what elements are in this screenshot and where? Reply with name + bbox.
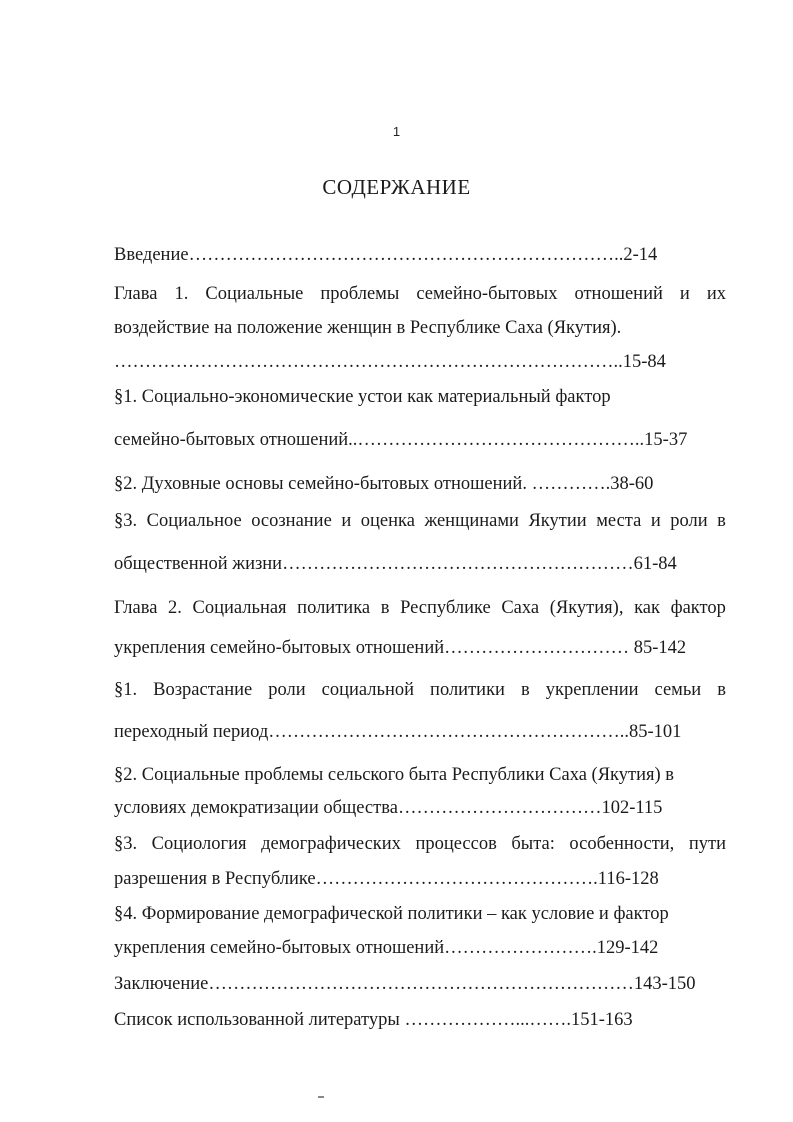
leader-dots: …………………………… (397, 798, 602, 818)
toc-title: СОДЕРЖАНИЕ (322, 175, 471, 199)
word: Глава (114, 284, 158, 304)
page-range: 38-60 (610, 474, 654, 494)
word: процессов (415, 834, 497, 854)
word: и (341, 511, 352, 531)
toc-ch2-section-3-line-1 (114, 832, 726, 856)
word: демографических (261, 834, 401, 854)
toc-chapter-2-heading (114, 596, 726, 620)
leader-dots: ..……………………………………….. (348, 430, 645, 450)
toc-ch2-section-4-line-2 (114, 936, 658, 960)
toc-chapter-2-line-2 (114, 636, 686, 660)
page-range: 85-142 (629, 638, 687, 658)
page-range: 61-84 (633, 554, 677, 574)
leader-dots: ………………………………………………… (282, 554, 634, 574)
word: 1. (174, 284, 189, 304)
word: Якутии (528, 511, 587, 531)
toc-entry-label: укрепления семейно-бытовых отношений (114, 938, 445, 958)
toc-entry-label: условиях демократизации общества (114, 798, 398, 818)
toc-entry-label: §2. Духовные основы семейно-бытовых отношений. (114, 474, 527, 494)
word: в (717, 680, 726, 700)
page-range: 2-14 (623, 245, 658, 265)
page-range: 15-37 (644, 430, 688, 450)
page-range: 143-150 (633, 974, 696, 994)
word: в (520, 680, 530, 700)
word: их (706, 284, 726, 304)
toc-ch1-section-2 (114, 472, 653, 496)
toc-ch1-section-3-line-1 (114, 509, 726, 533)
word: семейно-бытовых (416, 284, 558, 304)
leader-dots: …………………………………………………………… (208, 974, 634, 994)
toc-entry-bibliography (114, 1008, 633, 1032)
toc-entry-conclusion (114, 972, 696, 996)
toc-entry-label: Заключение (114, 974, 209, 994)
toc-ch2-section-1-line-1 (114, 678, 726, 702)
page-range: 85-101 (629, 722, 682, 742)
toc-entry-label: общественной жизни (114, 554, 283, 574)
toc-entry-label: семейно-бытовых отношений (114, 430, 349, 450)
word: в (380, 598, 390, 618)
word: Глава (114, 598, 158, 618)
toc-ch1-section-1-line-1: §1. Социально-экономические устои как материальный фактор (114, 387, 611, 407)
word: Возрастание (153, 680, 253, 700)
page-range: 102-115 (601, 798, 663, 818)
word: политики (430, 680, 505, 700)
scan-artifact (318, 1096, 324, 1098)
toc-chapter-1-pages (114, 350, 666, 374)
toc-ch2-section-2-line-1: §2. Социальные проблемы сельского быта Республики Саха (Якутия) в (114, 765, 675, 785)
toc-ch2-section-4-line-1: §4. Формирование демографической политики – как условие и фактор (114, 904, 669, 924)
page-range: 116-128 (597, 869, 659, 889)
word: семьи (654, 680, 702, 700)
word: (Якутия), (549, 598, 624, 618)
word: особенности, (569, 834, 675, 854)
toc-chapter-1-line-2: воздействие на положение женщин в Республике Саха (Якутия). (114, 318, 622, 338)
leader-dots: ………………………………………. (315, 869, 598, 889)
word: женщинами (424, 511, 519, 531)
word: и (679, 284, 690, 304)
toc-ch2-section-1-line-2 (114, 720, 681, 744)
page-number: 1 (392, 124, 401, 139)
word: Социальная (192, 598, 287, 618)
toc-entry-label: переходный период (114, 722, 269, 742)
word: проблемы (320, 284, 400, 304)
toc-entry-intro (114, 243, 657, 267)
word: укреплении (545, 680, 639, 700)
word: Социальное (146, 511, 242, 531)
word: роли (670, 511, 708, 531)
word: 2. (168, 598, 182, 618)
word: §3. (114, 511, 138, 531)
word: Социология (151, 834, 247, 854)
word: политика (297, 598, 371, 618)
word: §3. (114, 834, 138, 854)
word: оценка (360, 511, 415, 531)
toc-entry-label: Список использованной литературы (114, 1010, 405, 1030)
word: быта: (511, 834, 555, 854)
word: роли (268, 680, 306, 700)
word: отношений (574, 284, 663, 304)
word: и (650, 511, 661, 531)
word: в (717, 511, 726, 531)
leader-dots: …………. (526, 474, 611, 494)
word: Саха (501, 598, 540, 618)
leader-dots: ………………………………………………….. (268, 722, 630, 742)
leader-dots: ………………...……. (404, 1010, 571, 1030)
page-range: 15-84 (622, 352, 666, 372)
word: Республике (400, 598, 491, 618)
word: фактор (670, 598, 726, 618)
page-range: 151-163 (570, 1010, 633, 1030)
toc-ch2-section-2-line-2 (114, 796, 662, 820)
word: Социальные (205, 284, 304, 304)
word: пути (688, 834, 726, 854)
word: социальной (321, 680, 415, 700)
page-range: 129-142 (596, 938, 659, 958)
word: как (634, 598, 660, 618)
word: места (596, 511, 642, 531)
toc-entry-label: Введение (114, 245, 189, 265)
toc-entry-label: укрепления семейно-бытовых отношений (114, 638, 445, 658)
leader-dots: ……………………………………………………………………….. (114, 352, 623, 372)
toc-ch1-section-3-line-2 (114, 552, 677, 576)
leader-dots: ……………………. (444, 938, 597, 958)
toc-entry-label: разрешения в Республике (114, 869, 316, 889)
word: §1. (114, 680, 138, 700)
word: осознание (251, 511, 332, 531)
leader-dots: ………………………… (444, 638, 630, 658)
leader-dots: …………………………………………………………….. (188, 245, 624, 265)
toc-ch2-section-3-line-2 (114, 867, 659, 891)
toc-chapter-1-heading (114, 282, 726, 306)
toc-ch1-section-1-line-2 (114, 428, 687, 452)
